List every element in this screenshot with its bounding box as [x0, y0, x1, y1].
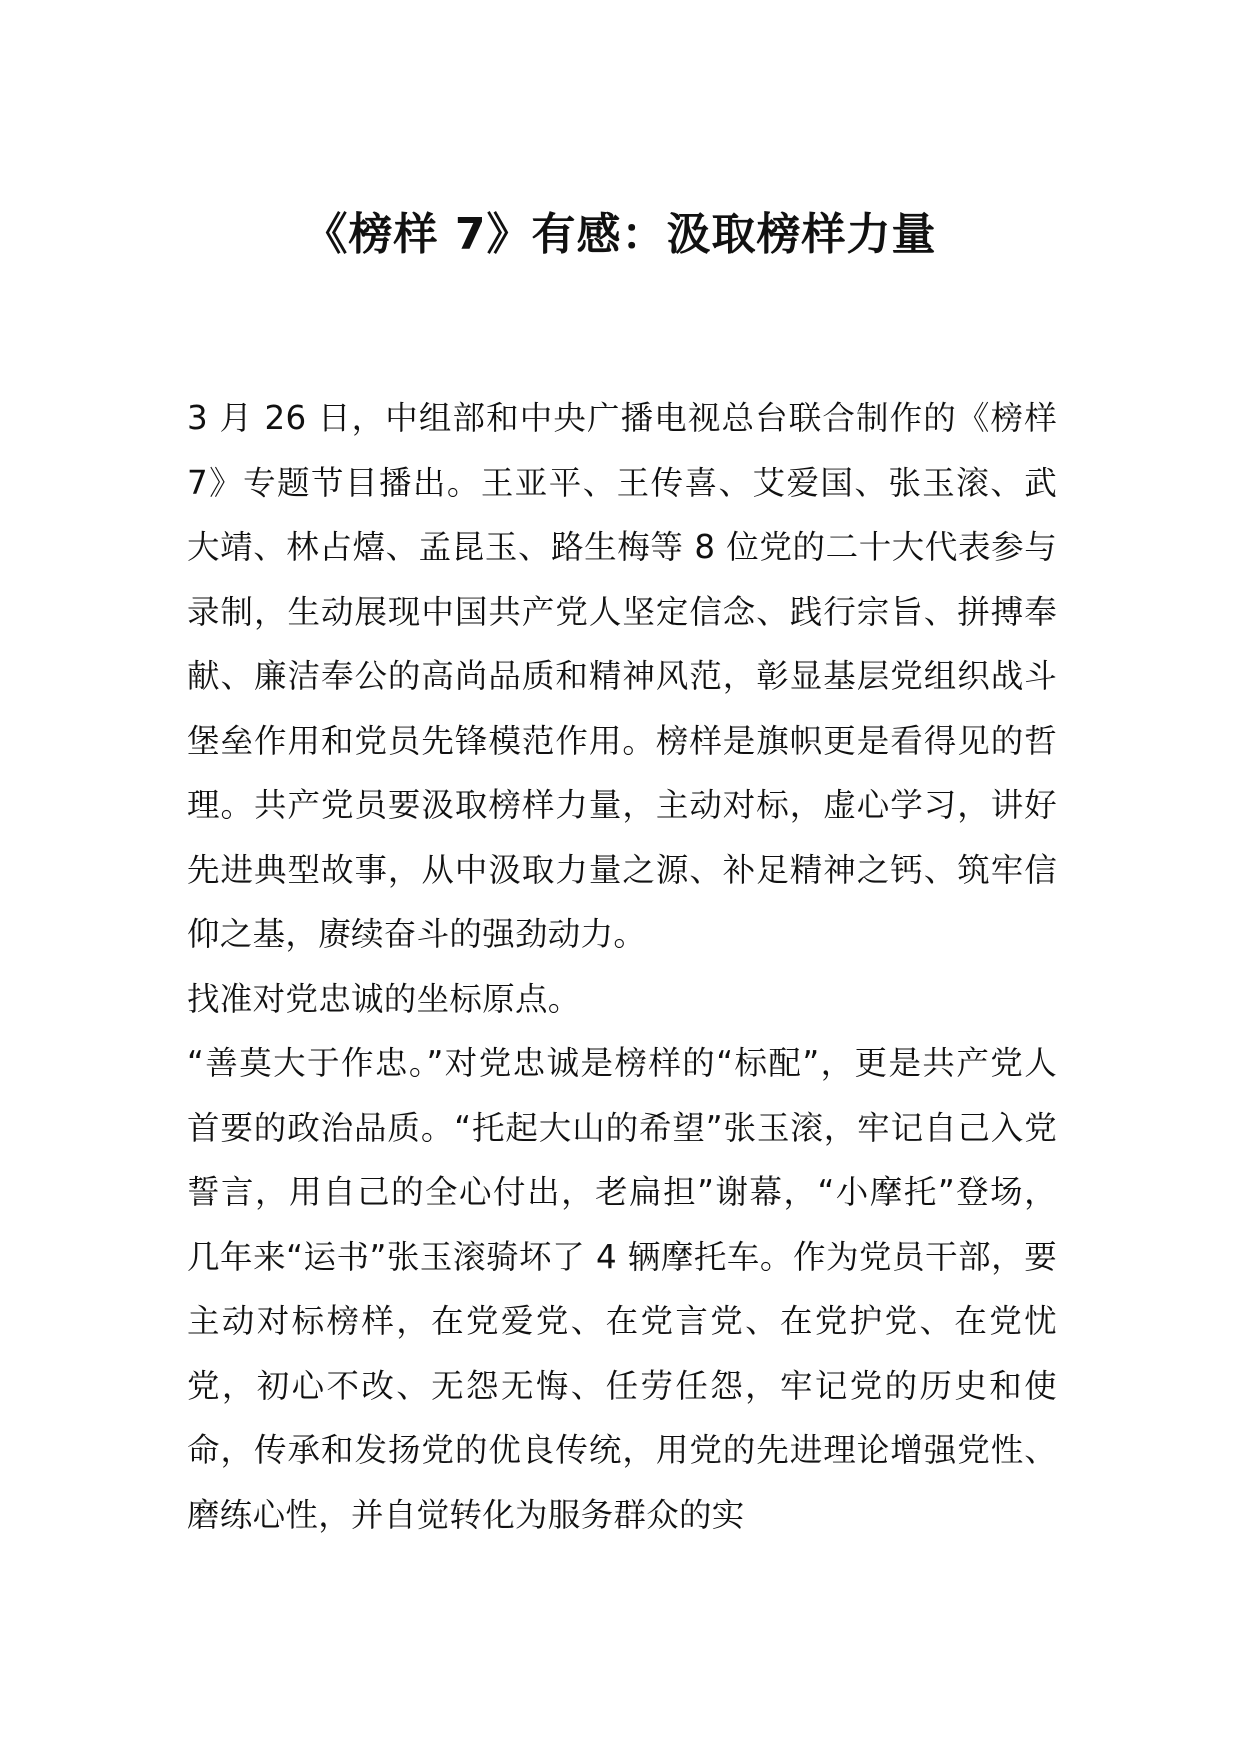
paragraph-loyalty: “善莫大于作忠。”对党忠诚是榜样的“标配”，更是共产党人首要的政治品质。“托起大山的希望”张玉滚，牢记自己入党誓言，用自己的全心付出，老扁担”谢幕，“小摩托”登场，几年来“运书”张玉滚骑坏了 4 辆摩托车。作为党员干部，要主动对标榜样，在党爱党、在党言党、在党护党、在党忧党，初心不改、无怨无悔、任劳任怨，牢记党的历史和使命，传承和发扬党的优良传统，用党的先进理论增强党性、磨练心性，并自觉转化为服务群众的实 [187, 1044, 1057, 1534]
document-body [187, 386, 1057, 1547]
paragraph-intro: 3 月 26 日，中组部和中央广播电视总台联合制作的《榜样 7》专题节目播出。王亚平、王传喜、艾爱国、张玉滚、武大靖、林占熺、孟昆玉、路生梅等 8 位党的二十大代表参与录制，生动展现中国共产党人坚定信念、践行宗旨、拼搏奉献、廉洁奉公的高尚品质和精神风范，彰显基层党组织战斗堡垒作用和党员先锋模范作用。榜样是旗帜更是看得见的哲理。共产党员要汲取榜样力量，主动对标，虚心学习，讲好先进典型故事，从中汲取力量之源、补足精神之钙、筑牢信仰之基，赓续奋斗的强劲动力。 [187, 399, 1057, 953]
document-title: 《榜样 7》有感：汲取榜样力量 [303, 209, 937, 260]
paragraph-section-heading: 找准对党忠诚的坐标原点。 [187, 979, 581, 1018]
